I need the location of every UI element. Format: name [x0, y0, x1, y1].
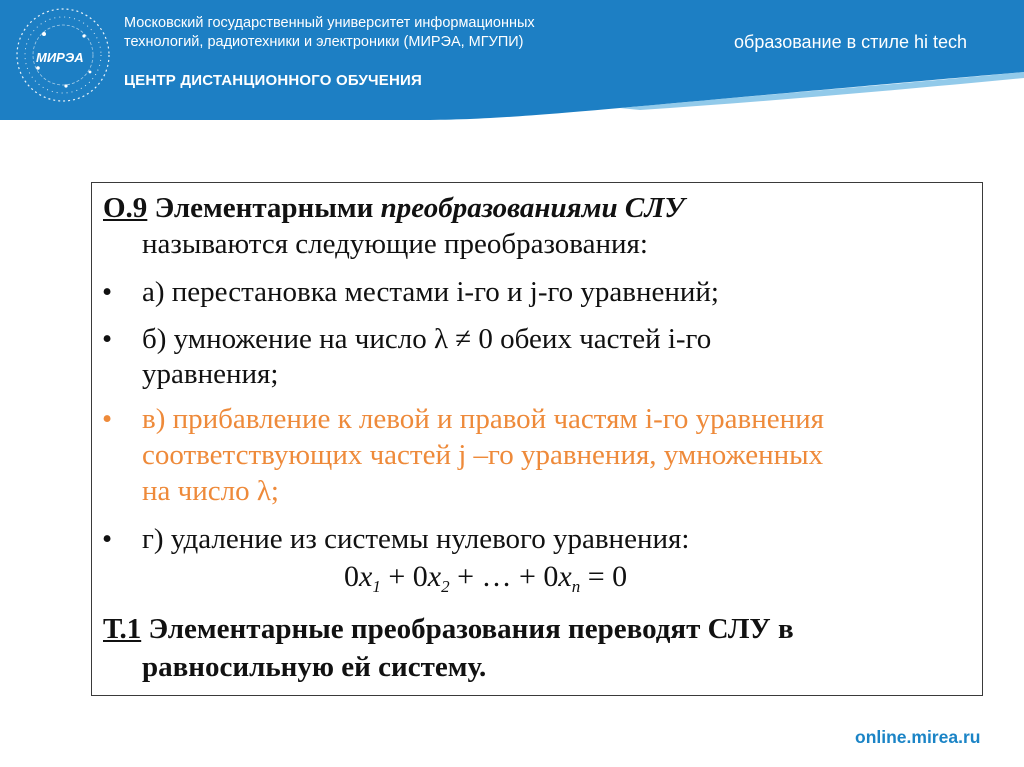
definition-heading [103, 192, 685, 224]
header-banner [0, 0, 1024, 122]
item-d: г) удаление из системы нулевого уравнения: [142, 523, 690, 555]
mirea-logo [14, 6, 112, 104]
definition-title-bold: Элементарными [154, 192, 374, 224]
theorem-text-1: Элементарные преобразования переводят СЛУ в [141, 613, 794, 645]
bullet: • [102, 403, 113, 435]
footer-website-link[interactable]: online.mirea.ru [855, 727, 981, 747]
slide-content-box [91, 182, 983, 696]
definition-label: О.9 [103, 192, 148, 224]
item-a: а) перестановка местами i-го и j-го уравнений; [142, 276, 719, 308]
theorem-line-2: равносильную ей систему. [142, 651, 487, 683]
university-line-1: Московский государственный университет информационных [124, 15, 535, 31]
item-c-line-1: в) прибавление к левой и правой частям i-го уравнения [142, 403, 824, 435]
theorem-line-1 [103, 613, 794, 645]
item-b-line-1: б) умножение на число λ ≠ 0 обеих частей i-го [142, 323, 712, 355]
definition-title-italic: преобразованиями СЛУ [380, 192, 685, 224]
item-c-line-2: соответствующих частей j –го уравнения, умноженных [142, 439, 824, 471]
bullet: • [102, 323, 113, 355]
item-c-line-3: на число λ; [142, 475, 279, 507]
university-line-2: технологий, радиотехники и электроники (МИРЭА, МГУПИ) [124, 34, 524, 50]
item-b-line-2: уравнения; [142, 358, 279, 390]
zero-equation-formula: $0x_1 + 0x_2$ + … + $0x_n = 0$ [344, 560, 628, 596]
definition-continuation: называются следующие преобразования: [142, 228, 648, 260]
bullet: • [102, 276, 113, 308]
svg-text:МИРЭА: МИРЭА [36, 50, 84, 65]
center-name: ЦЕНТР ДИСТАНЦИОННОГО ОБУЧЕНИЯ [124, 72, 422, 89]
tagline: образование в стиле hi tech [734, 32, 967, 52]
university-name [124, 14, 644, 52]
bullet: • [102, 523, 113, 555]
theorem-label: Т.1 [103, 613, 142, 645]
